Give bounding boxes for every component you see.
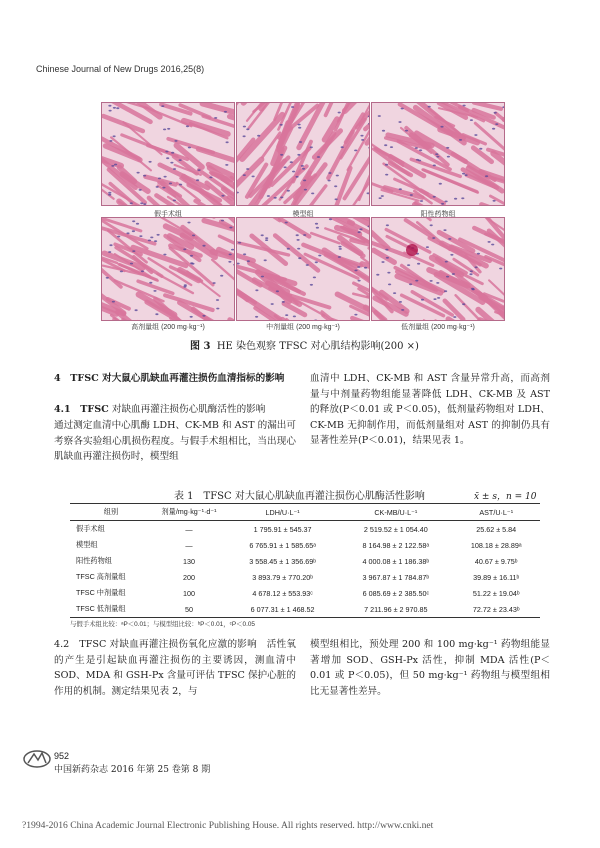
cell-group: TFSC 低剂量组 [70,601,152,618]
table-1 [70,503,540,618]
journal-logo-icon [22,748,52,770]
figure-caption [190,337,419,352]
cell-ldh: 1 795.91 ± 545.37 [253,524,312,534]
cell-dose: — [185,524,193,534]
cell-ast: 51.22 ± 19.04ᵇ [472,588,520,598]
panel-caption: 模型组 [292,211,314,218]
cell-group: 阳性药物组 [76,556,112,565]
he-stain-panel [101,102,235,206]
cell-dose: — [185,540,193,550]
he-stain-panel [236,102,370,206]
he-stain-panel [371,217,505,321]
cell-ldh: 6 765.91 ± 1 585.65ᵃ [249,540,316,550]
section-4-2-left-text: 4.2 TFSC 对缺血再灌注损伤氧化应激的影响 活性氧的产生是引起缺血再灌注损伤的主要诱因，测血清中 SOD、MDA 和 GSH-Px 含量可评估 TFSC 保护心脏的作用的机制。测定结果见表 2，与 [54,639,296,697]
section-4-heading: 4 TFSC 对大鼠心肌缺血再灌注损伤血清指标的影响 [54,373,285,384]
col-ldh: LDH/U·L⁻¹ [226,504,339,521]
journal-header: Chinese Journal of New Drugs 2016,25(8) [36,64,205,74]
table-row [70,553,540,569]
col-ast: AST/U·L⁻¹ [452,504,540,521]
cell-ckmb: 4 000.08 ± 1 186.38ᵇ [362,556,430,566]
cell-group: 模型组 [76,540,98,549]
he-stain-panel [236,217,370,321]
figure-label: 图 3 [190,341,211,352]
panel-caption: 假手术组 [154,211,182,218]
table-row [70,569,540,585]
panel-caption: 中剂量组 (200 mg·kg⁻¹) [266,324,340,331]
col-ckmb: CK-MB/U·L⁻¹ [339,504,452,521]
panel-caption: 阳性药物组 [420,211,456,218]
cell-ast: 108.18 ± 28.89ᵃ [470,540,522,550]
cell-ast: 25.62 ± 5.84 [476,524,517,534]
cell-ldh: 3 893.79 ± 770.20ᵇ [252,572,313,582]
section-4-1-label: 4.1 TFSC [54,404,109,415]
table-row [70,537,540,553]
cell-dose: 130 [183,556,195,566]
cell-ast: 40.67 ± 9.75ᵇ [474,556,518,566]
cell-group: TFSC 中剂量组 [76,588,126,597]
footer-journal: 中国新药杂志 2016 年第 25 卷第 8 期 [54,765,211,775]
cell-dose: 50 [152,601,226,618]
he-stain-panel [101,217,235,321]
section-4-1-title: 对缺血再灌注损伤心肌酶活性的影响 [108,404,266,415]
section-4-2-right-text: 模型组相比，预处理 200 和 100 mg·kg⁻¹ 药物组能显著增加 SOD、GSH-Px 活性，抑制 MDA 活性(P＜0.01 或 P＜0.05)，但 50 mg·kg⁻¹ 药物组与模型组相比无显著性差异。 [310,639,550,697]
table-1-note: 与假手术组比较：ᵃP＜0.01；与模型组比较：ᵇP＜0.01，ᶜP＜0.05 [70,621,255,628]
cell-dose: 100 [183,588,195,598]
cell-ast: 39.89 ± 16.11ᵇ [473,572,520,582]
cell-group: 假手术组 [76,524,105,533]
cell-ckmb: 6 085.69 ± 2 385.50ᶜ [362,588,430,598]
cell-ckmb: 3 967.87 ± 1 784.87ᵇ [362,572,430,582]
section-4-1-left-text: 通过测定血清中心肌酶 LDH、CK-MB 和 AST 的漏出可考察各实验组心肌损伤程度。与假手术组相比，当出现心肌缺血再灌注损伤时，模型组 [54,420,296,462]
cell-ldh: 4 678.12 ± 553.93ᶜ [252,588,313,598]
cell-ckmb: 7 211.96 ± 2 970.85 [339,601,452,618]
section-4-1-right-text: 血清中 LDH、CK-MB 和 AST 含量异常升高，而高剂量与中剂量药物组能显著降低 LDH、CK-MB 及 AST 的释放(P＜0.01 或 P＜0.05)，低剂量药物组对 LDH、CK-MB 无抑制作用，而低剂量组对 AST 的抑制仍具有显著性差异(P＜0.01)，结果见表 1。 [310,373,550,446]
table-1-caption: 表 1 TFSC 对大鼠心肌缺血再灌注损伤心肌酶活性影响 [174,491,425,502]
table-row [70,521,540,538]
cell-group: TFSC 高剂量组 [76,572,126,581]
table-1-stat: x̄ ± s，n = 10 [474,492,537,502]
table-row [70,585,540,601]
he-stain-panel [371,102,505,206]
panel-caption: 低剂量组 (200 mg·kg⁻¹) [401,324,475,331]
col-dose: 剂量/mg·kg⁻¹·d⁻¹ [152,504,226,521]
copyright-line: ?1994-2016 China Academic Journal Electronic Publishing House. All rights reserved. http://www.cnki.net [22,820,434,831]
col-group: 组别 [70,504,152,521]
figure-caption-text: HE 染色观察 TFSC 对心肌结构影响(200 ×) [216,341,419,352]
cell-ckmb: 2 519.52 ± 1 054.40 [363,524,428,534]
cell-ldh: 6 077.31 ± 1 468.52 [226,601,339,618]
section-4-1-heading [54,402,296,418]
table-header-row [70,504,540,521]
cell-ast: 72.72 ± 23.43ᵇ [452,601,540,618]
cell-ckmb: 8 164.98 ± 2 122.58ᵃ [362,540,430,550]
page-number: 952 [54,751,70,761]
panel-caption: 高剂量组 (200 mg·kg⁻¹) [131,324,205,331]
table-row [70,601,540,618]
cell-dose: 200 [183,572,195,582]
cell-ldh: 3 558.45 ± 1 356.69ᵇ [249,556,316,566]
